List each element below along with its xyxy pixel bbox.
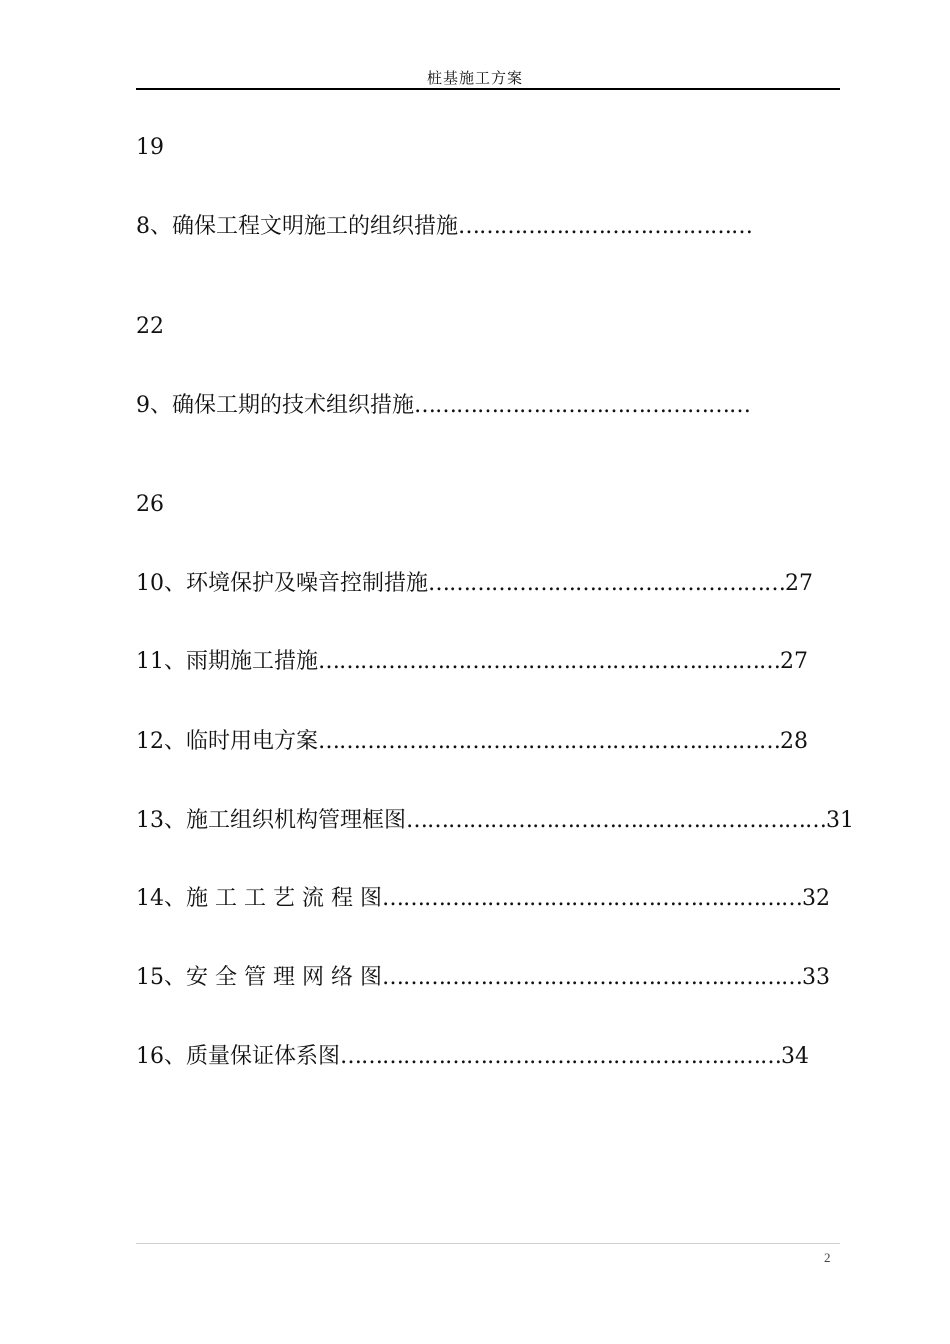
toc-page-number: 22: [136, 314, 164, 339]
toc-entry: [136, 884, 836, 914]
toc-dot-leader: ……………………………………………………: [381, 965, 802, 990]
toc-dot-leader: …………………………………………………………: [318, 729, 780, 754]
footer-rule: [136, 1243, 840, 1244]
running-header-title: 桩基施工方案: [426, 69, 523, 87]
toc-page-number: 19: [136, 135, 164, 160]
toc-entry: [136, 806, 854, 836]
toc-page-number: 26: [136, 492, 164, 517]
toc-dot-leader: ……………………………………………………: [381, 886, 802, 911]
toc-page-number: 34: [781, 1044, 809, 1069]
toc-entry: [136, 212, 836, 242]
toc-continuation-line: [136, 312, 836, 342]
toc-entry-title: 15、安 全 管 理 网 络 图: [136, 965, 382, 990]
toc-dot-leader: …………………………………………: [414, 393, 750, 418]
toc-entry: [136, 569, 836, 599]
toc-page-number: 32: [801, 886, 830, 911]
toc-entry-title: 10、环境保护及噪音控制措施: [136, 571, 428, 596]
toc-dot-leader: ……………………………………: [458, 214, 752, 239]
toc-entry: [136, 391, 836, 421]
toc-page-number: 31: [826, 808, 854, 833]
footer-page-number: 2: [824, 1250, 831, 1265]
toc-dot-leader: ………………………………………………………: [340, 1044, 781, 1069]
toc-entry: [136, 727, 836, 757]
toc-continuation-line: [136, 133, 836, 163]
toc-continuation-line: [136, 490, 836, 520]
toc-dot-leader: ……………………………………………: [428, 571, 785, 596]
toc-entry: [136, 963, 836, 993]
toc-page-number: 27: [780, 649, 808, 674]
toc-entry: [136, 1042, 836, 1072]
toc-entry-title: 16、质量保证体系图: [136, 1044, 340, 1069]
toc-page-number: 28: [780, 729, 808, 754]
toc-entry-title: 12、临时用电方案: [136, 729, 318, 754]
toc-entry-title: 8、确保工程文明施工的组织措施: [136, 214, 458, 239]
toc-dot-leader: …………………………………………………………: [318, 649, 780, 674]
toc-page-number: 27: [785, 571, 813, 596]
toc-entry-title: 9、确保工期的技术组织措施: [136, 393, 414, 418]
toc-page-number: 33: [801, 965, 830, 990]
toc-entry-title: 13、施工组织机构管理框图: [136, 808, 406, 833]
toc-entry-title: 14、施 工 工 艺 流 程 图: [136, 886, 382, 911]
toc-dot-leader: ……………………………………………………: [406, 808, 826, 833]
toc-entry: [136, 647, 836, 677]
toc-entry-title: 11、雨期施工措施: [136, 649, 318, 674]
